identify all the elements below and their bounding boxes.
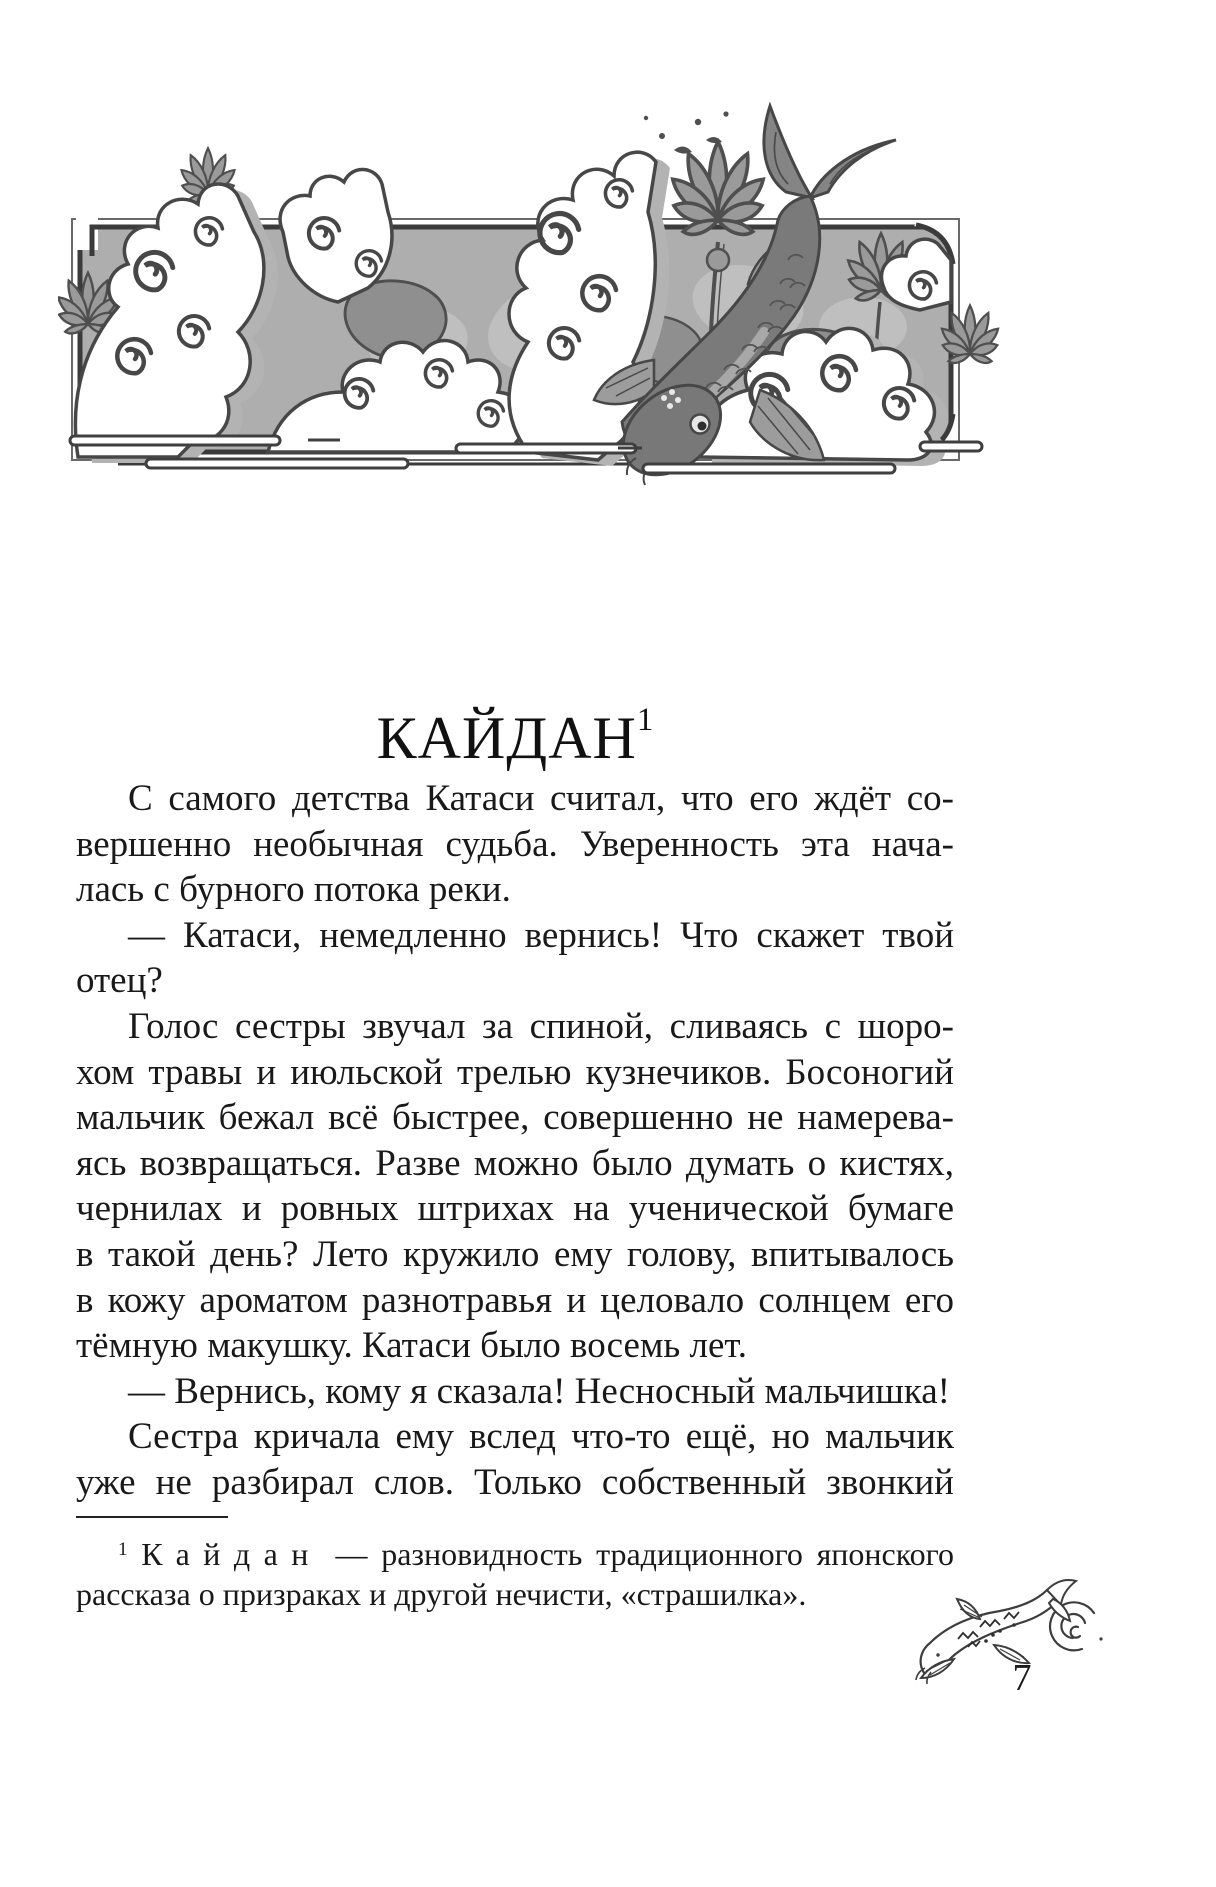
footnote-rule	[76, 1516, 228, 1518]
footnote	[76, 1530, 954, 1614]
body-line: — Вернись, кому я сказала! Несносный мальчишка!	[128, 1370, 950, 1412]
body-line: Голос сестры звучал за спиной, сливаясь с шоро-	[128, 1005, 954, 1047]
footnote-text: — разновидность традиционного японского	[335, 1536, 955, 1572]
body-line: чернилах и ровных штрихах на ученической бумаге	[76, 1188, 954, 1230]
body-line: тёмную макушку. Катаси было восемь лет.	[76, 1325, 748, 1367]
paragraph	[76, 776, 954, 913]
body-line: лась с бурного потока реки.	[76, 869, 511, 911]
body-line: хом травы и июльской трелью кузнечиков. Босоногий	[76, 1051, 954, 1093]
body-line: отец?	[76, 960, 163, 1002]
body-line: в кожу ароматом разнотравья и целовало солнцем его	[76, 1279, 954, 1321]
footnote-term: Кайдан	[141, 1536, 322, 1572]
page-number: 7	[1012, 1657, 1032, 1699]
footnote-line-1	[76, 1530, 954, 1574]
chapter-title-text: КАЙДАН	[376, 705, 637, 772]
body-line: ясь возвращаться. Разве можно было думать о кистях,	[76, 1142, 954, 1184]
footnote-marker: 1	[118, 1539, 128, 1560]
body-line: вершенно необычная судьба. Уверенность эта нача-	[76, 823, 954, 865]
chapter-title	[76, 702, 954, 772]
body-line: — Катаси, немедленно вернись! Что скажет твой	[128, 914, 954, 956]
body-line: уже не разбирал слов. Только собственный звонкий	[76, 1461, 954, 1503]
paragraph	[76, 1004, 954, 1369]
paragraph	[76, 1414, 954, 1505]
header-illustration-koi-pond	[58, 92, 1038, 492]
paragraph	[76, 913, 954, 1004]
body-line: С самого детства Катаси считал, что его ждёт со-	[128, 778, 954, 819]
body-text	[76, 776, 954, 1506]
body-line: мальчик бежал всё быстрее, совершенно не намерева-	[76, 1097, 954, 1139]
body-line: в такой день? Лето кружило ему голову, впитывалось	[76, 1233, 954, 1275]
body-line: Сестра кричала ему вслед что-то ещё, но мальчик	[128, 1416, 954, 1458]
paragraph	[76, 1369, 954, 1415]
footnote-line-2: рассказа о призраках и другой нечисти, «страшилка».	[76, 1576, 807, 1612]
chapter-title-footnote-ref: 1	[636, 702, 654, 739]
